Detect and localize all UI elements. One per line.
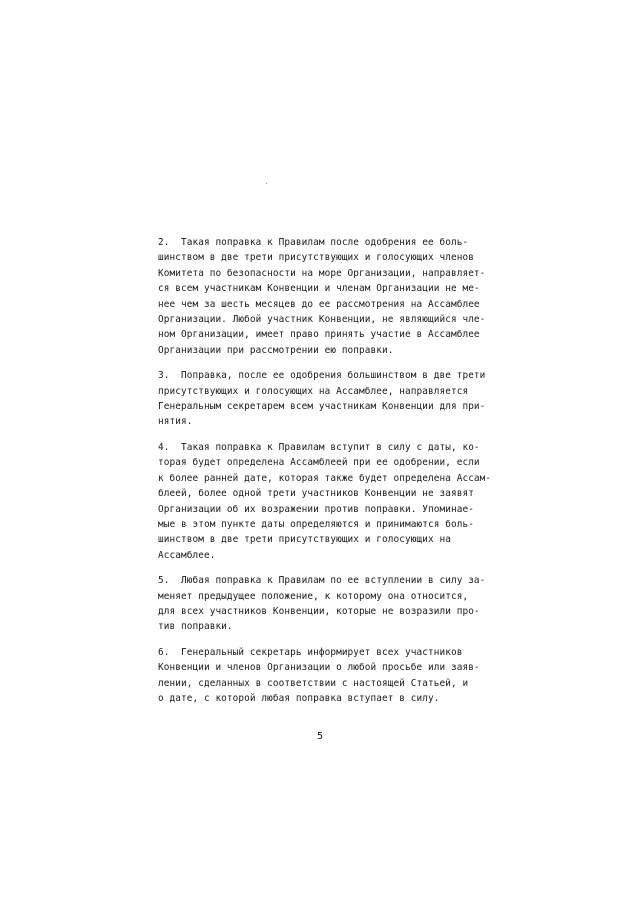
text-line: блеей, более одной трети участников Конвенции не заявят [158,488,474,500]
text-line: Ассамблее. [158,549,216,561]
text-line: нее чем за шесть месяцев до ее рассмотрения на Ассамблее [158,298,480,310]
text-line: Организации при рассмотрении ею поправки. [158,344,394,356]
text-line: Организации об их возражении против поправки. Упоминае- [158,503,474,515]
text-line: лении, сделанных в соответствии с настоящей Статьей, и [158,677,469,689]
paragraph-5 [158,573,518,635]
paragraph-6 [158,645,518,707]
text-line: меняет предыдущее положение, к которому она относится, [158,590,469,602]
text-line: для всех участников Конвенции, которые не возразили про- [158,605,480,617]
text-line: ся всем участникам Конвенции и членам Организации не ме- [158,283,480,295]
text-line: ном Организации, имеет право принять участие в Ассамблее [158,329,480,341]
text-line: к более ранней дате, которая также будет определена Ассам- [158,472,492,484]
text-line: 2. Такая поправка к Правилам после одобрения ее боль- [158,237,469,248]
paragraph-4 [158,440,518,563]
scan-speck [266,183,267,184]
text-line: тив поправки. [158,621,233,633]
text-line: Комитета по безопасности на море Организации, направляет- [158,267,486,279]
text-line: Организации. Любой участник Конвенции, не являющийся чле- [158,314,486,326]
paragraph-2 [158,235,518,358]
text-line: 4. Такая поправка к Правилам вступит в силу с даты, ко- [158,441,480,453]
text-line: мые в этом пункте даты определяются и принимаются боль- [158,518,474,530]
page-number: 5 [316,731,324,742]
text-line: Конвенции и членов Организации о любой просьбе или заяв- [158,662,480,674]
paragraph-3 [158,368,518,430]
text-line: шинством в две трети присутствующих и голосующих на [158,534,451,546]
text-line: нятия. [158,416,193,428]
text-line: о дате, с которой любая поправка вступает в силу. [158,692,440,704]
text-line: присутствующих и голосующих на Ассамблее, направляется [158,385,469,397]
text-line: 6. Генеральный секретарь информирует всех участников [158,646,463,658]
text-line: торая будет определена Ассамблеей при ее одобрении, если [158,457,480,469]
text-line: 5. Любая поправка к Правилам по ее вступлении в силу за- [158,575,486,587]
text-line: шинством в две трети присутствующих и голосующих членов [158,252,474,264]
text-line: Генеральным секретарем всем участникам Конвенции для при- [158,401,486,413]
body-text [158,235,518,716]
text-line: 3. Поправка, после ее одобрения большинством в две трети [158,370,486,382]
